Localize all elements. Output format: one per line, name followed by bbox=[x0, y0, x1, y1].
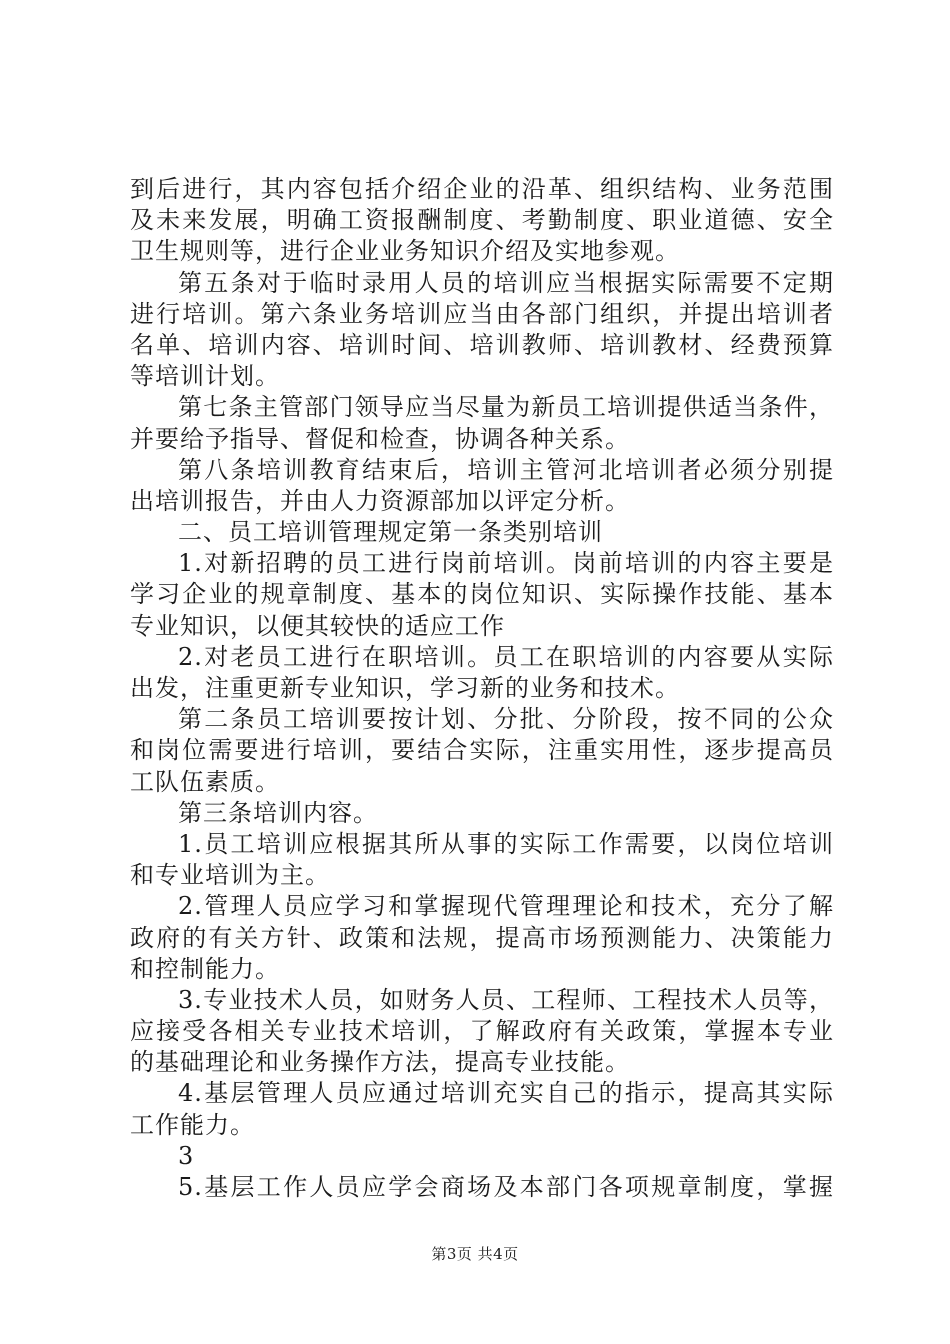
text-line: 3 bbox=[178, 1141, 195, 1170]
text-line: 和岗位需要进行培训，要结合实际，注重实用性，逐步提高员 bbox=[130, 736, 834, 765]
text-line: 学习企业的规章制度、基本的岗位知识、实际操作技能、基本 bbox=[130, 580, 834, 609]
text-line: 出发，注重更新专业知识，学习新的业务和技术。 bbox=[130, 674, 680, 702]
text-line: 并要给予指导、督促和检查，协调各种关系。 bbox=[130, 424, 630, 453]
text-line: 工作能力。 bbox=[130, 1110, 255, 1139]
text-line: 2.管理人员应学习和掌握现代管理理论和技术，充分了解 bbox=[178, 892, 834, 921]
text-line: 5.基层工作人员应学会商场及本部门各项规章制度，掌握 bbox=[178, 1173, 834, 1201]
text-line: 1.员工培训应根据其所从事的实际工作需要，以岗位培训 bbox=[178, 829, 834, 858]
text-line: 2.对老员工进行在职培训。员工在职培训的内容要从实际 bbox=[178, 642, 834, 671]
text-line: 1.对新招聘的员工进行岗前培训。岗前培训的内容主要是 bbox=[178, 549, 834, 578]
text-line: 第二条员工培训要按计划、分批、分阶段，按不同的公众 bbox=[178, 705, 834, 734]
text-line: 及未来发展，明确工资报酬制度、考勤制度、职业道德、安全 bbox=[130, 206, 834, 235]
text-line: 专业知识，以便其较快的适应工作 bbox=[130, 611, 505, 640]
text-line: 和专业培训为主。 bbox=[130, 861, 330, 890]
text-line: 和控制能力。 bbox=[130, 954, 280, 983]
text-line: 名单、培训内容、培训时间、培训教师、培训教材、经费预算 bbox=[130, 330, 834, 359]
text-line: 3.专业技术人员，如财务人员、工程师、工程技术人员等， bbox=[178, 985, 834, 1014]
text-line: 4.基层管理人员应通过培训充实自己的指示，提高其实际 bbox=[178, 1079, 834, 1108]
text-line: 第七条主管部门领导应当尽量为新员工培训提供适当条件， bbox=[178, 393, 834, 422]
text-line: 第八条培训教育结束后，培训主管河北培训者必须分别提 bbox=[178, 455, 834, 484]
text-line: 到后进行，其内容包括介绍企业的沿革、组织结构、业务范围 bbox=[130, 175, 834, 203]
text-line: 的基础理论和业务操作方法，提高专业技能。 bbox=[130, 1048, 630, 1077]
text-line: 第三条培训内容。 bbox=[178, 798, 378, 827]
text-line: 出培训报告，并由人力资源部加以评定分析。 bbox=[130, 486, 630, 515]
document-body bbox=[130, 174, 834, 1203]
text-line: 二、员工培训管理规定第一条类别培训 bbox=[178, 518, 603, 547]
page-footer: 第3页 共4页 bbox=[431, 1245, 519, 1263]
text-line: 工队伍素质。 bbox=[130, 767, 280, 796]
text-line: 第五条对于临时录用人员的培训应当根据实际需要不定期 bbox=[178, 268, 834, 297]
text-line: 应接受各相关专业技术培训，了解政府有关政策，掌握本专业 bbox=[130, 1017, 834, 1046]
text-line: 政府的有关方针、政策和法规，提高市场预测能力、决策能力 bbox=[130, 923, 834, 952]
text-line: 等培训计划。 bbox=[130, 362, 280, 391]
text-line: 进行培训。第六条业务培训应当由各部门组织，并提出培训者 bbox=[130, 299, 834, 328]
text-line: 卫生规则等，进行企业业务知识介绍及实地参观。 bbox=[130, 237, 680, 266]
